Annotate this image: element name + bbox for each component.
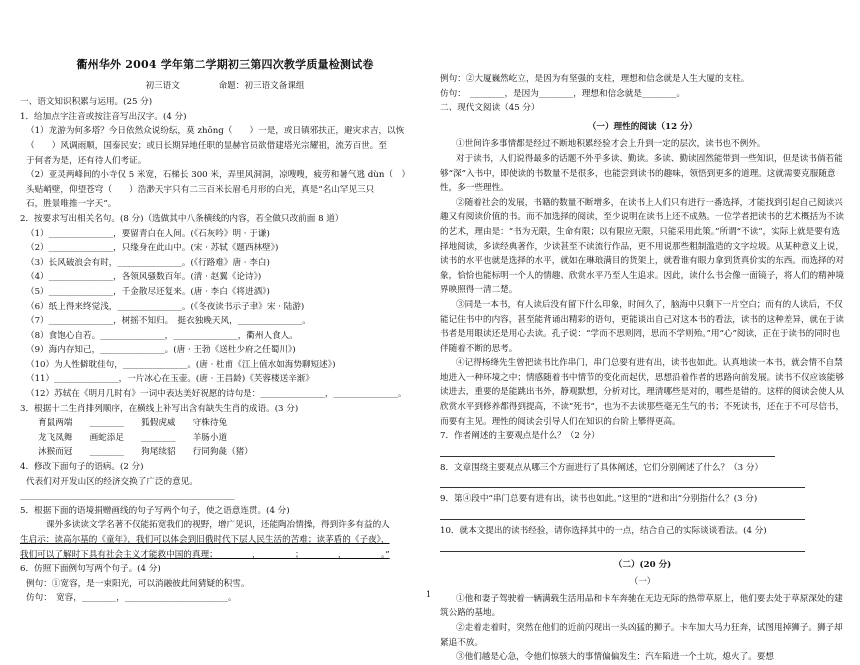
question: 10．就本文提出的读书经验，请你选择其中的一点，结合自己的实际谈谈看法。(4 分) bbox=[440, 526, 767, 537]
answer-line bbox=[440, 444, 775, 457]
left-line: 课外多读读文学名著不仅能拓宽我们的视野，增广见识，还能陶冶情操，得到许多有益的人 bbox=[46, 520, 390, 531]
left-line: 育鼠两端 ________ 狐假虎威 守株待兔 bbox=[38, 418, 228, 429]
subject-label: 初三语文 bbox=[145, 80, 180, 91]
answer-line bbox=[440, 475, 805, 488]
left-line: （11）_______________，一片冰心在玉壶。(唐 · 王昌龄)《芙蓉楼送辛渐》 bbox=[26, 374, 314, 385]
question: 9．第④段中“串门总要有进有出，读书也如此。”这里的“进和出”分别指什么？(3 分) bbox=[440, 494, 758, 505]
left-line: 2．按要求写出相关名句。(8 分)（选做其中八条横线的内容，若全做只改前面 8 道） bbox=[20, 213, 344, 224]
left-line: 龙飞凤舞 画蛇添足 ________ 羊肠小道 bbox=[38, 432, 228, 443]
passage-paragraph: ③同是一本书，有人读后没有留下什么印象，时间久了，脑海中只剩下一片空白；而有的人读后，不仅能记住书中的内容，甚至能背诵出精彩的语句，更能谈出自己对这本书的看法，读书的这种差异，就在于读书者是用眼读还是用心去读。孔子说：“学而不思则罔，思而不学则殆。”用“心”阅读，正在于读书的同时也伴随着不断的思考。 bbox=[440, 299, 844, 354]
left-line: 5．根据下面的语境捐赠画线的句子写两个句子，使之语意连贯。(4 分) bbox=[20, 505, 290, 516]
left-line: （7）_______________，树摇不知归。 挺衣独晚天风，_______________。 bbox=[26, 316, 311, 327]
passage-paragraph: ②走着走着时，突然在他们的近前闪现出一头凶猛的狮子。卡车加大马力狂奔，试图甩掉狮子。狮子却紧追不放。 bbox=[440, 623, 843, 648]
left-line: （1）龙游为何多塔？今日依然众说纷纭，莫 zhōng（ ）一是，或日镇邪扶正，避灾求吉，以恢 bbox=[26, 126, 405, 137]
section2-title: （二）(20 分) bbox=[613, 559, 672, 570]
page-number: 1 bbox=[426, 590, 432, 599]
left-line: 6．仿照下面例句写两个句子。(4 分) bbox=[20, 564, 161, 575]
section2-passage bbox=[440, 592, 845, 665]
right-line: 例句：②大厦巍然屹立，是因为有坚强的支柱，理想和信念就是人生大厦的支柱。 bbox=[440, 74, 750, 84]
left-line: 4．修改下面句子的语病。(2 分) bbox=[20, 462, 144, 473]
right-top-lines bbox=[440, 72, 845, 116]
section1-passage bbox=[440, 137, 845, 429]
question: 8．文章围绕主要观点从哪三个方面进行了具体阐述，它们分别阐述了什么？（3 分） bbox=[440, 462, 764, 473]
left-line: （4）_______________，各领风骚数百年。(清 · 赵翼《论诗》) bbox=[26, 272, 262, 283]
left-line: （9）海内存知己，_______________。(唐 · 王勃《送杜少府之任蜀川》) bbox=[26, 345, 296, 356]
left-line: （1）_______________，要留青白在人间。(《石灰吟》明 · 于谦) bbox=[26, 228, 270, 239]
answer-line bbox=[440, 507, 805, 520]
left-line: （12）苏轼在《明月几时有》一词中表达美好祝愿的诗句是：_______________，_______________。 bbox=[26, 389, 407, 400]
left-line: 石，胜景唯推一字天”。 bbox=[26, 199, 117, 210]
left-line: （6）纸上得来终觉浅，_______________。(《冬夜读书示子聿》宋 · 陆游) bbox=[26, 301, 305, 312]
passage-paragraph: 对于读书，人们说得最多的话题不外乎多读、勤读。多读、勤读固然能带到一些知识，但是读书倘若能够“深”入书中，即使读的书数量不是很多，也能尝到读书的趣味，领悟到更多的道理。这就需要克服随意性，多一些理性。 bbox=[440, 153, 843, 194]
left-line: 于何者为是，还有待人们考证。 bbox=[26, 155, 147, 166]
left-line: （2）亚灵两峰间的小寺仅 5 米宽，石梯长 300 米，弄里风洞洞，凉嗖嗖，疲劳和暑气逃 dùn（ ） bbox=[26, 170, 411, 181]
left-line: （5）_______________，千金散尽还复来。(唐 · 李白《将进酒》) bbox=[26, 286, 270, 297]
left-line: （10）为人性僻耽佳句，_______________。(唐 · 杜甫《江上值水如海势聊短述》) bbox=[26, 359, 336, 370]
passage-paragraph: ③他们越是心急，令他们惊骇大的事情偏偏发生：汽车陷进一个土坑，熄火了。要想 bbox=[456, 652, 774, 663]
question-list bbox=[440, 429, 845, 551]
left-question-list bbox=[20, 95, 430, 606]
left-column bbox=[20, 0, 430, 608]
section1-title: （一）理性的阅读（12 分） bbox=[587, 121, 698, 132]
passage-paragraph: ②随着社会的发展，书籍的数量不断增多，在读书上人们只有进行一番选择，才能找到引起自己阅读兴趣又有阅读价值的书。而不加选择的阅读，至少说明在读书上还不成熟。一位学者把读书的艺术概括为不读的艺术，理由是：“书为无限，生命有限；以有限应无限，只能采用此策。”所谓“不读”，实际上就是要有选择地阅读，多读经典著作，少读甚至不读流行作品，更不用说那些粗制滥造的文字垃圾。从某种意义上说，读书的水平也就是选择的水平，就如在琳琅满目的货架上，就看谁有眼力拿到货真价实的东西。而选择的对象，恰恰也能标明一个人的情趣、欣赏水平乃至人生追求。因此，读什么书会像一面镜子，将人们的精神境界映照得一清二楚。 bbox=[440, 197, 844, 296]
subtitle bbox=[20, 79, 430, 94]
left-line: 1．给加点字注音或按注音写出汉字。(4 分) bbox=[20, 111, 187, 122]
left-line: （2）_______________，只缘身在此山中。(宋 · 苏轼《题西林壁》) bbox=[26, 243, 279, 254]
left-line: 一、语文知识积累与运用。(25 分) bbox=[20, 97, 153, 108]
left-line: （ ）风调雨顺，国泰民安；或日长期异地任职的显赫官员欲借建塔光宗耀祖，流芳百世。至 bbox=[26, 140, 387, 151]
left-line: 代表们对开发山区的经济交换了广泛的意见。 bbox=[26, 476, 198, 487]
question: 7．作者阐述的主要观点是什么？（2 分） bbox=[440, 431, 600, 442]
author-label: 命题：初三语文备课组 bbox=[218, 80, 305, 91]
right-column bbox=[440, 0, 845, 663]
left-line: 头贴峭壁，仰望苍穹（ ）浩渺天宇只有二三百米长眉毛月形的白光，真是“名山罕见三只 bbox=[26, 184, 375, 195]
passage-paragraph: ①他和妻子驾驶着一辆满载生活用品和卡车奔驰在无边无际的热带草原上，他们要去处于草原深处的建筑公路的基地。 bbox=[440, 593, 843, 619]
passage-paragraph: ④记得杨绛先生曾把读书比作串门，串门总要有进有出，读书也如此。认真地读一本书，就会情不自禁地进入一种环境之中；情感随着书中情节的变化而起伏，思想沿着作者的思路向前发展。读书不仅应该能够读进去，重要的是能跳出书外，静观默想，分析对比，理清哪些是对的，哪些是错的。这样的阅读会使人从欣赏水平到修养都得到提高，不读“死书”，也为不去读那些毫无生气的书；不死读书，还在于不可尽信书，而要有主见。理性的阅读会引导人们在知识的台阶上攀得更高。 bbox=[440, 358, 845, 427]
left-line: 生启示：读高尔基的《童年》，我们可以体会到旧俄时代下层人民生活的苦难；读茅盾的《子夜》， bbox=[20, 535, 390, 545]
left-line: （3）长风破浪会有时，_______________。(《行路难》唐 · 李白) bbox=[26, 257, 270, 268]
left-line: 3．根据十二生肖排列顺序，在横线上补写出含有缺失生肖的成语。(3 分) bbox=[20, 403, 299, 414]
answer-line bbox=[440, 539, 805, 552]
left-line: 我们可以了解时下具有社会主义才能救中国的真理；________，________；________，________。” bbox=[20, 549, 390, 560]
passage-paragraph: ①世间许多事情都是经过不断地积累经验才会上升到一定的层次，读书也不例外。 bbox=[456, 139, 766, 150]
left-line: 仿句： 宽容，________，________________________。 bbox=[26, 593, 237, 604]
left-line: __________________________________________________ bbox=[20, 491, 235, 502]
right-line: 仿句： ________，是因为________，理想和信念就是________。 bbox=[440, 88, 685, 99]
right-line: 二、现代文阅读（45 分） bbox=[440, 103, 540, 114]
left-line: 例句：①宽容，是一束阳光，可以消融彼此间猜疑的积雪。 bbox=[26, 578, 250, 589]
section2-subtitle: （一） bbox=[629, 577, 656, 588]
left-line: （8）食饱心自若。_______________，_______________，衢州人食人。 bbox=[26, 330, 298, 341]
left-line: 沐猴而冠 ________ 狗尾续貂 行同狗彘（猪） bbox=[38, 447, 253, 458]
page-title: 衢州华外 2004 学年第二学期初三第四次教学质量检测试卷 bbox=[76, 58, 374, 71]
